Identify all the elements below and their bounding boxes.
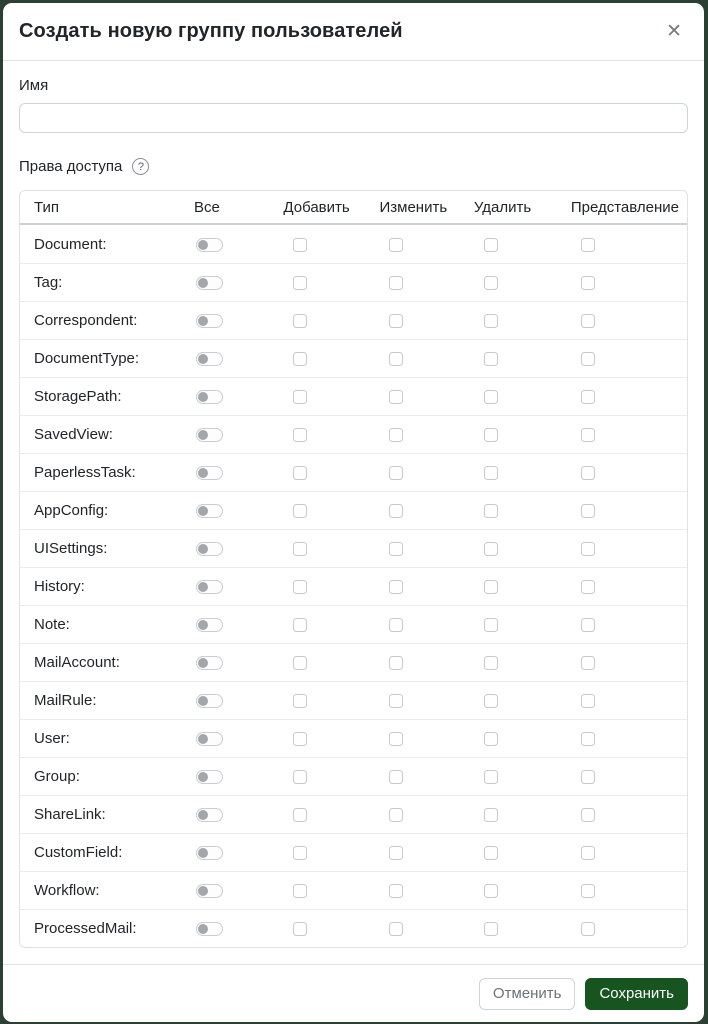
delete-permission-checkbox[interactable]: [484, 732, 498, 746]
table-row: [20, 415, 687, 453]
add-permission-checkbox[interactable]: [293, 656, 307, 670]
column-header-all: Все: [180, 191, 269, 225]
row-type-label: ProcessedMail:: [34, 920, 137, 937]
delete-permission-checkbox[interactable]: [484, 884, 498, 898]
view-permission-checkbox[interactable]: [581, 884, 595, 898]
add-permission-checkbox[interactable]: [293, 580, 307, 594]
toggle-knob-icon: [198, 696, 208, 706]
all-permissions-toggle[interactable]: [196, 656, 223, 670]
row-type-label: CustomField:: [34, 844, 123, 861]
table-row: [20, 263, 687, 301]
table-row: [20, 681, 687, 719]
modal-header: [3, 3, 704, 61]
edit-permission-checkbox[interactable]: [389, 238, 403, 252]
all-permissions-toggle[interactable]: [196, 846, 223, 860]
row-type-label: StoragePath:: [34, 388, 122, 405]
toggle-knob-icon: [198, 278, 208, 288]
edit-permission-checkbox[interactable]: [389, 314, 403, 328]
edit-permission-checkbox[interactable]: [389, 884, 403, 898]
view-permission-checkbox[interactable]: [581, 276, 595, 290]
all-permissions-toggle[interactable]: [196, 352, 223, 366]
view-permission-checkbox[interactable]: [581, 846, 595, 860]
delete-permission-checkbox[interactable]: [484, 276, 498, 290]
permissions-label-row: [19, 158, 688, 175]
toggle-knob-icon: [198, 582, 208, 592]
add-permission-checkbox[interactable]: [293, 808, 307, 822]
add-permission-checkbox[interactable]: [293, 922, 307, 936]
row-type-label: DocumentType:: [34, 350, 140, 367]
all-permissions-toggle[interactable]: [196, 732, 223, 746]
edit-permission-checkbox[interactable]: [389, 542, 403, 556]
add-permission-checkbox[interactable]: [293, 466, 307, 480]
edit-permission-checkbox[interactable]: [389, 770, 403, 784]
add-permission-checkbox[interactable]: [293, 732, 307, 746]
delete-permission-checkbox[interactable]: [484, 428, 498, 442]
edit-permission-checkbox[interactable]: [389, 694, 403, 708]
delete-permission-checkbox[interactable]: [484, 542, 498, 556]
all-permissions-toggle[interactable]: [196, 390, 223, 404]
name-label: Имя: [19, 77, 49, 94]
toggle-knob-icon: [198, 240, 208, 250]
view-permission-checkbox[interactable]: [581, 618, 595, 632]
view-permission-checkbox[interactable]: [581, 694, 595, 708]
row-type-label: AppConfig:: [34, 502, 109, 519]
modal-body: [3, 61, 704, 964]
view-permission-checkbox[interactable]: [581, 390, 595, 404]
all-permissions-toggle[interactable]: [196, 618, 223, 632]
view-permission-checkbox[interactable]: [581, 732, 595, 746]
delete-permission-checkbox[interactable]: [484, 580, 498, 594]
row-type-label: ShareLink:: [34, 806, 106, 823]
table-row: [20, 909, 687, 947]
delete-permission-checkbox[interactable]: [484, 618, 498, 632]
table-row: [20, 491, 687, 529]
edit-permission-checkbox[interactable]: [389, 390, 403, 404]
row-type-label: Note:: [34, 616, 70, 633]
table-row: [20, 795, 687, 833]
row-type-label: Document:: [34, 235, 107, 253]
column-header-add: Добавить: [269, 191, 365, 225]
edit-permission-checkbox[interactable]: [389, 808, 403, 822]
view-permission-checkbox[interactable]: [581, 542, 595, 556]
add-permission-checkbox[interactable]: [293, 542, 307, 556]
edit-permission-checkbox[interactable]: [389, 580, 403, 594]
table-row: [20, 605, 687, 643]
view-permission-checkbox[interactable]: [581, 656, 595, 670]
toggle-knob-icon: [198, 924, 208, 934]
toggle-knob-icon: [198, 544, 208, 554]
delete-permission-checkbox[interactable]: [484, 466, 498, 480]
edit-permission-checkbox[interactable]: [389, 656, 403, 670]
view-permission-checkbox[interactable]: [581, 504, 595, 518]
close-icon[interactable]: ✕: [660, 18, 688, 45]
row-type-label: Correspondent:: [34, 312, 138, 329]
all-permissions-toggle[interactable]: [196, 884, 223, 898]
view-permission-checkbox[interactable]: [581, 428, 595, 442]
row-type-label: Group:: [34, 768, 80, 785]
row-type-label: MailRule:: [34, 692, 97, 709]
toggle-knob-icon: [198, 772, 208, 782]
all-permissions-toggle[interactable]: [196, 276, 223, 290]
create-group-modal: [3, 3, 704, 1022]
row-type-label: UISettings:: [34, 540, 108, 557]
edit-permission-checkbox[interactable]: [389, 276, 403, 290]
cancel-button[interactable]: Отменить: [479, 978, 576, 1010]
table-row: [20, 529, 687, 567]
edit-permission-checkbox[interactable]: [389, 466, 403, 480]
edit-permission-checkbox[interactable]: [389, 732, 403, 746]
delete-permission-checkbox[interactable]: [484, 656, 498, 670]
add-permission-checkbox[interactable]: [293, 314, 307, 328]
add-permission-checkbox[interactable]: [293, 352, 307, 366]
row-type-label: Workflow:: [34, 882, 100, 899]
table-row: [20, 453, 687, 491]
table-row: [20, 567, 687, 605]
edit-permission-checkbox[interactable]: [389, 428, 403, 442]
all-permissions-toggle[interactable]: [196, 314, 223, 328]
table-row: [20, 225, 687, 263]
help-icon[interactable]: ?: [132, 158, 149, 175]
all-permissions-toggle[interactable]: [196, 238, 223, 252]
table-row: [20, 377, 687, 415]
all-permissions-toggle[interactable]: [196, 694, 223, 708]
row-type-label: Tag:: [34, 274, 63, 291]
view-permission-checkbox[interactable]: [581, 808, 595, 822]
add-permission-checkbox[interactable]: [293, 618, 307, 632]
table-row: [20, 871, 687, 909]
row-type-label: PaperlessTask:: [34, 464, 136, 481]
toggle-knob-icon: [198, 316, 208, 326]
add-permission-checkbox[interactable]: [293, 428, 307, 442]
save-button[interactable]: Сохранить: [585, 978, 688, 1010]
table-row: [20, 757, 687, 795]
name-input[interactable]: [19, 103, 688, 133]
add-permission-checkbox[interactable]: [293, 846, 307, 860]
row-type-label: MailAccount:: [34, 654, 120, 671]
row-type-label: SavedView:: [34, 426, 113, 443]
toggle-knob-icon: [198, 734, 208, 744]
add-permission-checkbox[interactable]: [293, 276, 307, 290]
toggle-knob-icon: [198, 810, 208, 820]
modal-footer: [3, 964, 704, 1022]
modal-title: Создать новую группу пользователей: [19, 20, 403, 42]
add-permission-checkbox[interactable]: [293, 238, 307, 252]
permissions-table-body: [20, 225, 687, 947]
add-permission-checkbox[interactable]: [293, 504, 307, 518]
view-permission-checkbox[interactable]: [581, 238, 595, 252]
view-permission-checkbox[interactable]: [581, 352, 595, 366]
table-row: [20, 833, 687, 871]
table-row: [20, 301, 687, 339]
row-type-label: User:: [34, 730, 70, 747]
add-permission-checkbox[interactable]: [293, 390, 307, 404]
all-permissions-toggle[interactable]: [196, 580, 223, 594]
permissions-table: [19, 190, 688, 948]
column-header-edit: Изменить: [365, 191, 459, 225]
all-permissions-toggle[interactable]: [196, 808, 223, 822]
toggle-knob-icon: [198, 468, 208, 478]
add-permission-checkbox[interactable]: [293, 770, 307, 784]
all-permissions-toggle[interactable]: [196, 504, 223, 518]
all-permissions-toggle[interactable]: [196, 428, 223, 442]
table-row: [20, 643, 687, 681]
delete-permission-checkbox[interactable]: [484, 504, 498, 518]
permissions-label: Права доступа: [19, 158, 123, 175]
all-permissions-toggle[interactable]: [196, 922, 223, 936]
view-permission-checkbox[interactable]: [581, 314, 595, 328]
column-header-delete: Удалить: [460, 191, 557, 225]
add-permission-checkbox[interactable]: [293, 694, 307, 708]
toggle-knob-icon: [198, 506, 208, 516]
all-permissions-toggle[interactable]: [196, 542, 223, 556]
toggle-knob-icon: [198, 658, 208, 668]
view-permission-checkbox[interactable]: [581, 580, 595, 594]
delete-permission-checkbox[interactable]: [484, 770, 498, 784]
edit-permission-checkbox[interactable]: [389, 846, 403, 860]
row-type-label: History:: [34, 578, 85, 595]
delete-permission-checkbox[interactable]: [484, 694, 498, 708]
permissions-table-head: [20, 191, 687, 225]
view-permission-checkbox[interactable]: [581, 922, 595, 936]
edit-permission-checkbox[interactable]: [389, 504, 403, 518]
delete-permission-checkbox[interactable]: [484, 922, 498, 936]
all-permissions-toggle[interactable]: [196, 466, 223, 480]
toggle-knob-icon: [198, 392, 208, 402]
column-header-view: Представление: [557, 191, 687, 225]
toggle-knob-icon: [198, 886, 208, 896]
toggle-knob-icon: [198, 354, 208, 364]
all-permissions-toggle[interactable]: [196, 770, 223, 784]
delete-permission-checkbox[interactable]: [484, 352, 498, 366]
add-permission-checkbox[interactable]: [293, 884, 307, 898]
toggle-knob-icon: [198, 848, 208, 858]
edit-permission-checkbox[interactable]: [389, 618, 403, 632]
delete-permission-checkbox[interactable]: [484, 390, 498, 404]
toggle-knob-icon: [198, 430, 208, 440]
edit-permission-checkbox[interactable]: [389, 352, 403, 366]
toggle-knob-icon: [198, 620, 208, 630]
table-row: [20, 719, 687, 757]
view-permission-checkbox[interactable]: [581, 466, 595, 480]
delete-permission-checkbox[interactable]: [484, 846, 498, 860]
delete-permission-checkbox[interactable]: [484, 238, 498, 252]
delete-permission-checkbox[interactable]: [484, 314, 498, 328]
delete-permission-checkbox[interactable]: [484, 808, 498, 822]
view-permission-checkbox[interactable]: [581, 770, 595, 784]
table-row: [20, 339, 687, 377]
column-header-type: Тип: [20, 191, 180, 225]
edit-permission-checkbox[interactable]: [389, 922, 403, 936]
